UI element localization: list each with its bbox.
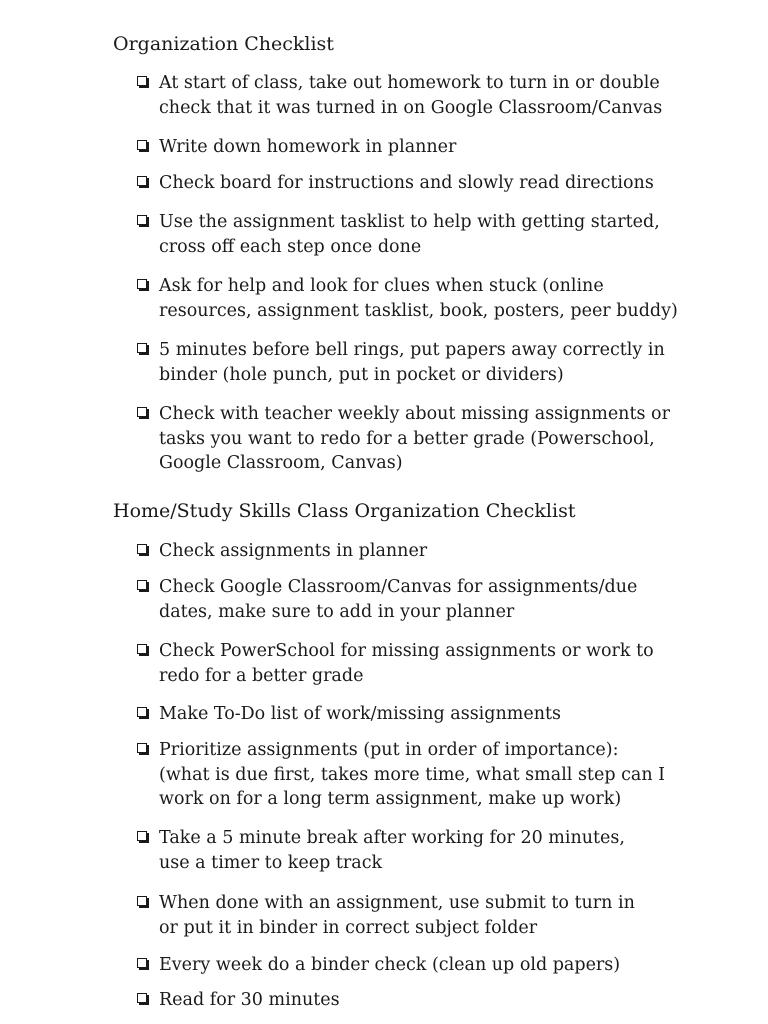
checklist-item: Read for 30 minutes [135,988,755,1014]
checkbox-icon[interactable] [137,76,147,86]
checkbox-icon[interactable] [137,279,147,289]
checkbox-icon[interactable] [137,176,147,186]
checkbox-icon[interactable] [137,707,147,717]
checklist-item: Take a 5 minute break after working for 20 minutes, use a timer to keep track [135,826,755,891]
checklist-item: 5 minutes before bell rings, put papers away correctly in binder (hole punch, put in pocket or dividers) [135,338,755,402]
checklist-item: Check board for instructions and slowly read directions [135,171,755,210]
checklist-item: Use the assignment tasklist to help with getting started, cross off each step once done [135,210,755,274]
checkbox-icon[interactable] [137,896,147,906]
checklist-item: Check PowerSchool for missing assignments or work to redo for a better grade [135,639,755,702]
checklist-item: Every week do a binder check (clean up old papers) [135,953,755,988]
checklist [135,539,755,1014]
checkbox-icon[interactable] [137,580,147,590]
checklist-item: Make To-Do list of work/missing assignments [135,702,755,738]
checkbox-icon[interactable] [137,215,147,225]
checkbox-icon[interactable] [137,958,147,968]
checkbox-icon[interactable] [137,544,147,554]
section-title: Organization Checklist [113,33,334,55]
checklist-item: When done with an assignment, use submit to turn in or put it in binder in correct subject folder [135,891,755,953]
checklist-item: Prioritize assignments (put in order of importance): (what is due first, takes more time, what small step can I work on for a long term assignment, make up work) [135,738,755,826]
checklist-item: At start of class, take out homework to turn in or double check that it was turned in on Google Classroom/Canvas [135,71,755,135]
section-title: Home/Study Skills Class Organization Checklist [113,500,576,522]
checkbox-icon[interactable] [137,831,147,841]
checkbox-icon[interactable] [137,993,147,1003]
checklist-item: Ask for help and look for clues when stuck (online resources, assignment tasklist, book, posters, peer buddy) [135,274,755,338]
checkbox-icon[interactable] [137,407,147,417]
checklist-item: Check Google Classroom/Canvas for assignments/due dates, make sure to add in your planner [135,575,755,639]
checklist-item: Check with teacher weekly about missing assignments or tasks you want to redo for a better grade (Powerschool, Google Classroom, Canvas) [135,402,755,476]
checkbox-icon[interactable] [137,140,147,150]
checkbox-icon[interactable] [137,343,147,353]
checklist [135,71,755,476]
checklist-item: Check assignments in planner [135,539,755,575]
checkbox-icon[interactable] [137,644,147,654]
checkbox-icon[interactable] [137,743,147,753]
checklist-item: Write down homework in planner [135,135,755,171]
